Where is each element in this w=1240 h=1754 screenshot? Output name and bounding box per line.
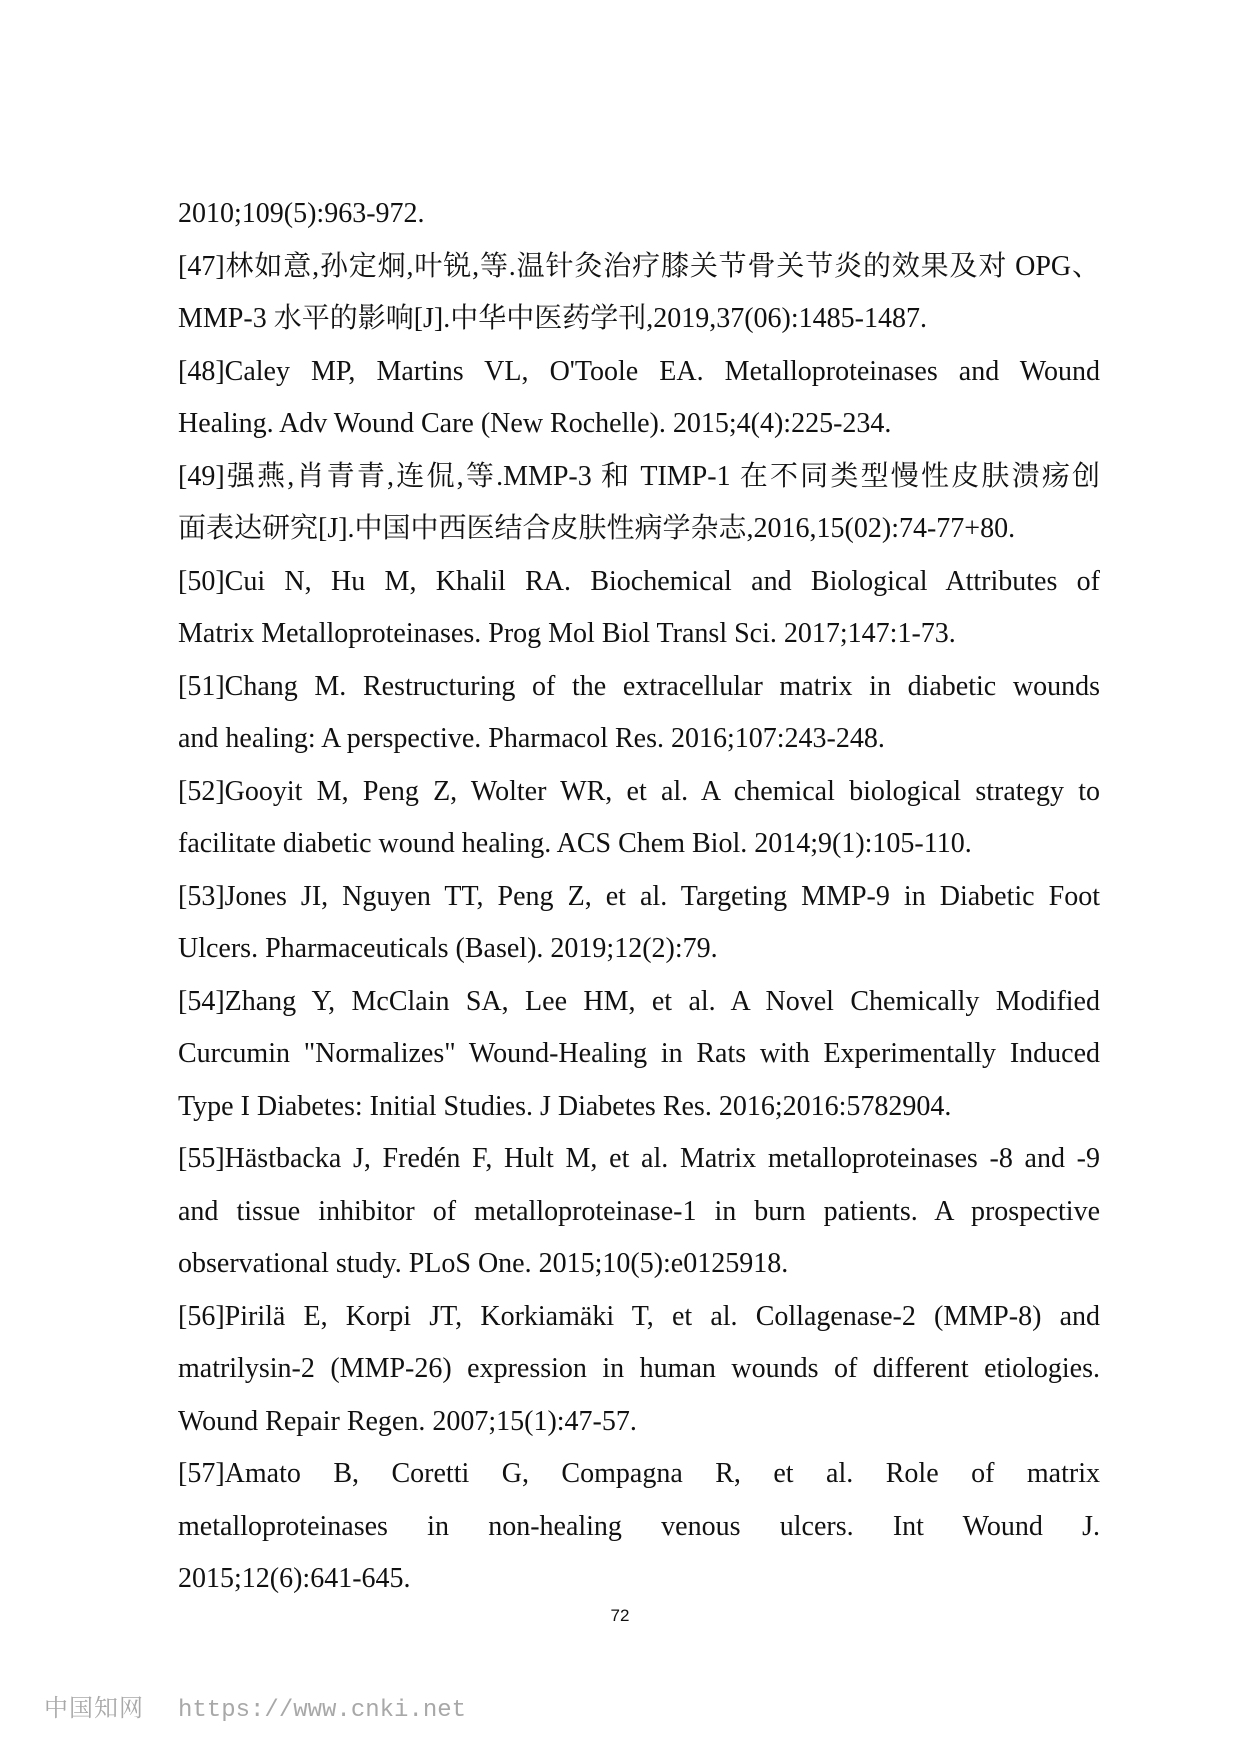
reference-line: facilitate diabetic wound healing. ACS Chem Biol. 2014;9(1):105-110.	[178, 828, 972, 859]
reference-line: Healing. Adv Wound Care (New Rochelle). 2015;4(4):225-234.	[178, 408, 892, 439]
reference-line: [48]Caley MP, Martins VL, O'Toole EA. Metalloproteinases and Wound	[178, 355, 1100, 387]
reference-line: [49]强燕,肖青青,连侃,等.MMP-3 和 TIMP-1 在不同类型慢性皮肤溃疡创	[178, 460, 1100, 492]
reference-line: observational study. PLoS One. 2015;10(5):e0125918.	[178, 1248, 789, 1279]
reference-line: [53]Jones JI, Nguyen TT, Peng Z, et al. Targeting MMP-9 in Diabetic Foot	[178, 880, 1100, 912]
reference-line: [56]Pirilä E, Korpi JT, Korkiamäki T, et al. Collagenase-2 (MMP-8) and	[178, 1300, 1100, 1332]
reference-line: Matrix Metalloproteinases. Prog Mol Biol Transl Sci. 2017;147:1-73.	[178, 618, 956, 649]
reference-line: [57]Amato B, Coretti G, Compagna R, et al. Role of matrix	[178, 1458, 1100, 1489]
reference-line: [52]Gooyit M, Peng Z, Wolter WR, et al. A chemical biological strategy to	[178, 775, 1100, 807]
reference-line: metalloproteinases in non-healing venous ulcers. Int Wound J.	[178, 1510, 1100, 1542]
reference-line: [51]Chang M. Restructuring of the extracellular matrix in diabetic wounds	[178, 670, 1100, 702]
reference-line: [50]Cui N, Hu M, Khalil RA. Biochemical and Biological Attributes of	[178, 565, 1100, 597]
reference-line: [54]Zhang Y, McClain SA, Lee HM, et al. A Novel Chemically Modified	[178, 985, 1100, 1017]
reference-line: [55]Hästbacka J, Fredén F, Hult M, et al. Matrix metalloproteinases -8 and -9	[178, 1143, 1100, 1174]
reference-line: MMP-3 水平的影响[J].中华中医药学刊,2019,37(06):1485-1487.	[178, 303, 927, 334]
reference-line: Type I Diabetes: Initial Studies. J Diabetes Res. 2016;2016:5782904.	[178, 1090, 952, 1122]
reference-line: 2010;109(5):963-972.	[178, 198, 425, 229]
page-number: 72	[610, 1606, 630, 1625]
reference-line: 面表达研究[J].中国中西医结合皮肤性病学杂志,2016,15(02):74-77+80.	[178, 513, 1016, 544]
watermark-url: https://www.cnki.net	[178, 1697, 467, 1724]
reference-line: Ulcers. Pharmaceuticals (Basel). 2019;12(2):79.	[178, 933, 718, 964]
watermark-logo: 中国知网	[44, 1694, 144, 1722]
reference-line: 2015;12(6):641-645.	[178, 1563, 411, 1594]
reference-line: and tissue inhibitor of metalloproteinase-1 in burn patients. A prospective	[178, 1195, 1100, 1227]
reference-line: matrilysin-2 (MMP-26) expression in human wounds of different etiologies.	[178, 1353, 1100, 1384]
reference-list	[178, 188, 1100, 1606]
reference-line: Wound Repair Regen. 2007;15(1):47-57.	[178, 1405, 637, 1437]
reference-line: Curcumin "Normalizes" Wound-Healing in Rats with Experimentally Induced	[178, 1038, 1100, 1069]
watermark	[44, 1688, 466, 1724]
reference-line: and healing: A perspective. Pharmacol Res. 2016;107:243-248.	[178, 723, 885, 754]
reference-line: [47]林如意,孙定炯,叶锐,等.温针灸治疗膝关节骨关节炎的效果及对 OPG、	[178, 250, 1100, 282]
